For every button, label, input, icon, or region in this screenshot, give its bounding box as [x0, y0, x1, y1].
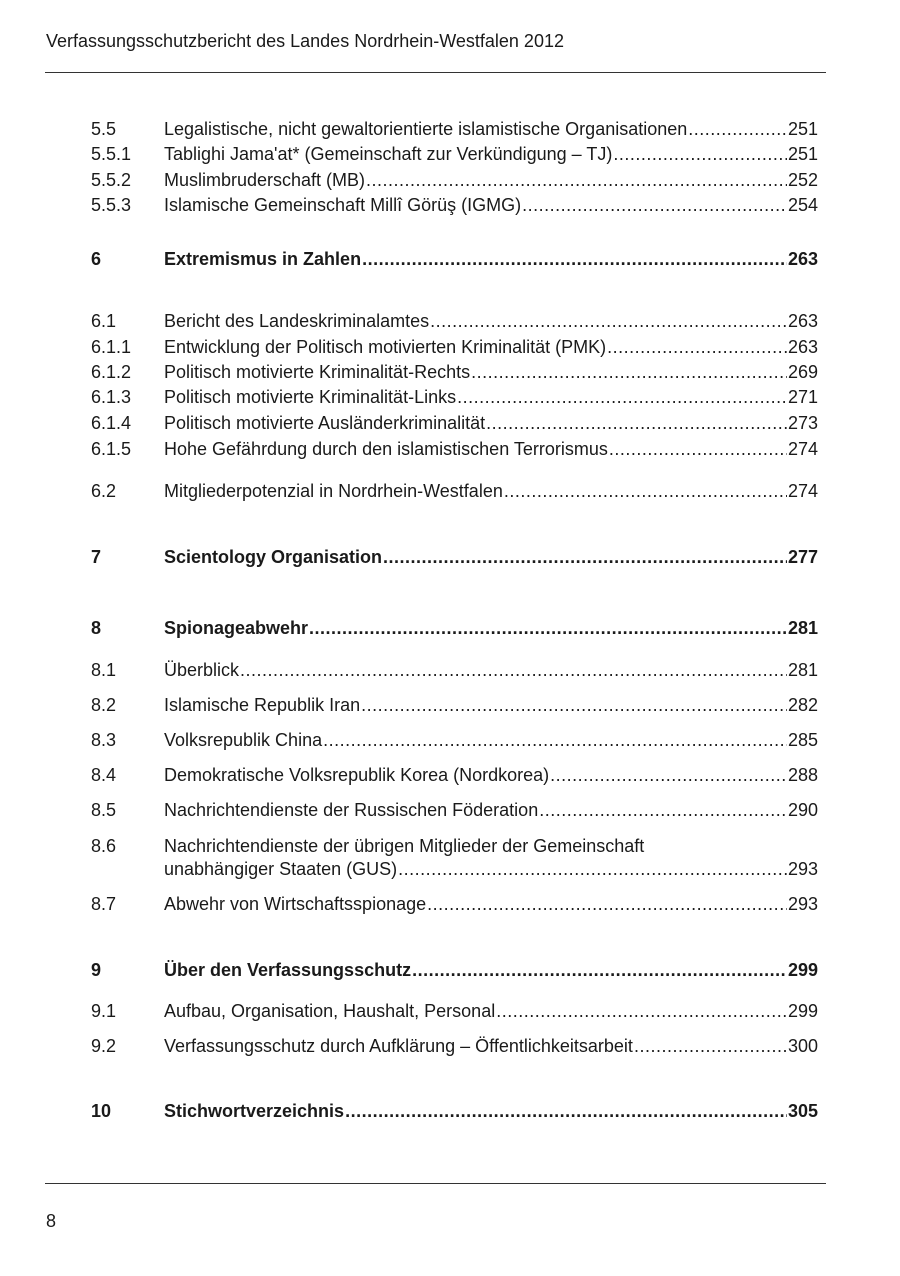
toc-entry-page: 273: [787, 413, 818, 433]
toc-leader-dots: [383, 546, 787, 568]
toc-leader-dots: [430, 310, 787, 332]
toc-entry-number: 10: [91, 1101, 112, 1121]
toc-entry-number: 6: [91, 249, 102, 269]
toc-leader-dots: [366, 169, 787, 191]
toc-entry-title: Stichwortverzeichnis: [164, 1101, 345, 1121]
toc-entry-page: 299: [787, 960, 818, 980]
toc-leader-dots: [688, 118, 787, 140]
toc-entry-title: Scientology Organisation: [164, 547, 383, 567]
toc-entry-page: 305: [787, 1101, 818, 1121]
toc-entry-number: 8.4: [91, 765, 117, 785]
toc-entry-page: 288: [787, 765, 818, 785]
footer-divider: [45, 1183, 826, 1184]
toc-entry-page: 274: [787, 481, 818, 501]
toc-entry-number: 8: [91, 618, 102, 638]
toc-entry-title-line1: Nachrichtendienste der übrigen Mitglieder der Gemeinschaft: [164, 836, 645, 856]
toc-entry-page: 285: [787, 730, 818, 750]
toc-entry-number: 6.1.1: [91, 337, 132, 357]
toc-entry-title: Aufbau, Organisation, Haushalt, Personal: [164, 1001, 496, 1021]
toc-entry-page: 251: [787, 119, 818, 139]
toc-entry-page: 263: [787, 249, 818, 269]
toc-entry-title: Islamische Gemeinschaft Millî Görüş (IGMG): [164, 195, 522, 215]
toc-entry-title: Extremismus in Zahlen: [164, 249, 362, 269]
toc-entry-number: 5.5.2: [91, 170, 132, 190]
toc-entry-title: Über den Verfassungsschutz: [164, 960, 412, 980]
toc-leader-dots: [609, 438, 787, 460]
toc-leader-dots: [427, 893, 787, 915]
toc-leader-dots: [240, 659, 787, 681]
toc-entry-title: Mitgliederpotenzial in Nordrhein-Westfalen: [164, 481, 503, 501]
toc-leader-dots: [539, 799, 787, 821]
toc-entry-page: 281: [787, 618, 818, 638]
toc-entry-title: Volksrepublik China: [164, 730, 323, 750]
toc-entry-number: 6.1.5: [91, 439, 132, 459]
toc-leader-dots: [486, 412, 787, 434]
toc-entry-page: 263: [787, 311, 818, 331]
toc-entry-title: Politisch motivierte Kriminalität-Rechts: [164, 362, 471, 382]
toc-entry-title: Politisch motivierte Kriminalität-Links: [164, 387, 457, 407]
toc-entry-title: Hohe Gefährdung durch den islamistischen Terrorismus: [164, 439, 608, 459]
toc-entry-number: 8.5: [91, 800, 117, 820]
toc-leader-dots: [550, 764, 787, 786]
toc-entry-number: 8.1: [91, 660, 117, 680]
toc-entry-title: Spionageabwehr: [164, 618, 309, 638]
toc-entry-number: 9.1: [91, 1001, 117, 1021]
toc-entry-title: Legalistische, nicht gewaltorientierte islamistische Organisationen: [164, 119, 688, 139]
toc-entry-title: Politisch motivierte Ausländerkriminalität: [164, 413, 486, 433]
toc-leader-dots: [309, 617, 787, 639]
toc-entry-page: 293: [787, 894, 818, 914]
page-number: 8: [46, 1211, 57, 1231]
toc-entry-page: 274: [787, 439, 818, 459]
toc-entry-page: 252: [787, 170, 818, 190]
toc-leader-dots: [457, 386, 787, 408]
toc-entry-number: 9: [91, 960, 102, 980]
toc-leader-dots: [496, 1000, 787, 1022]
toc-entry-page: 290: [787, 800, 818, 820]
toc-entry-page: 251: [787, 144, 818, 164]
toc-entry-number: 5.5: [91, 119, 117, 139]
toc-entry-title: Muslimbruderschaft (MB): [164, 170, 366, 190]
toc-entry-number: 6.1.3: [91, 387, 132, 407]
toc-leader-dots: [522, 194, 787, 216]
toc-entry-page: 269: [787, 362, 818, 382]
toc-leader-dots: [412, 959, 787, 981]
toc-entry-title: Bericht des Landeskriminalamtes: [164, 311, 430, 331]
toc-entry-page: 293: [787, 859, 818, 879]
toc-leader-dots: [345, 1100, 787, 1122]
toc-leader-dots: [361, 694, 787, 716]
toc-entry-number: 5.5.1: [91, 144, 132, 164]
toc-entry-page: 282: [787, 695, 818, 715]
toc-entry-page: 263: [787, 337, 818, 357]
toc-leader-dots: [634, 1035, 787, 1057]
toc-entry-page: 254: [787, 195, 818, 215]
toc-leader-dots: [471, 361, 787, 383]
toc-entry-number: 6.1.4: [91, 413, 132, 433]
toc-leader-dots: [504, 480, 787, 502]
toc-entry-number: 6.1.2: [91, 362, 132, 382]
toc-entry-number: 8.7: [91, 894, 117, 914]
toc-entry-page: 277: [787, 547, 818, 567]
toc-entry-number: 5.5.3: [91, 195, 132, 215]
toc-entry-title: Abwehr von Wirtschaftsspionage: [164, 894, 427, 914]
toc-entry-title: Überblick: [164, 660, 240, 680]
toc-entry-number: 8.2: [91, 695, 117, 715]
toc-entry-title: Islamische Republik Iran: [164, 695, 361, 715]
header-divider: [45, 72, 826, 73]
toc-entry-page: 300: [787, 1036, 818, 1056]
toc-leader-dots: [607, 336, 787, 358]
toc-entry-title: Demokratische Volksrepublik Korea (Nordkorea): [164, 765, 550, 785]
toc-entry-title-line2: unabhängiger Staaten (GUS): [164, 859, 398, 879]
toc-entry-page: 281: [787, 660, 818, 680]
toc-entry-title: Entwicklung der Politisch motivierten Kriminalität (PMK): [164, 337, 607, 357]
toc-leader-dots: [613, 143, 787, 165]
toc-entry-page: 299: [787, 1001, 818, 1021]
toc-entry-title: Nachrichtendienste der Russischen Föderation: [164, 800, 539, 820]
toc-entry-number: 7: [91, 547, 102, 567]
toc-entry-number: 6.1: [91, 311, 117, 331]
toc-entry-number: 8.3: [91, 730, 117, 750]
toc-leader-dots: [323, 729, 787, 751]
toc-entry-number: 6.2: [91, 481, 117, 501]
toc-entry-number: 9.2: [91, 1036, 117, 1056]
toc-leader-dots: [398, 858, 787, 880]
page-header-title: Verfassungsschutzbericht des Landes Nordrhein-Westfalen 2012: [46, 31, 564, 51]
toc-entry-title: Verfassungsschutz durch Aufklärung – Öffentlichkeitsarbeit: [164, 1036, 633, 1056]
toc-entry-page: 271: [787, 387, 818, 407]
toc-entry-title: Tablighi Jama'at* (Gemeinschaft zur Verkündigung – TJ): [164, 144, 613, 164]
toc-entry-number: 8.6: [91, 836, 117, 856]
toc-leader-dots: [362, 248, 787, 270]
